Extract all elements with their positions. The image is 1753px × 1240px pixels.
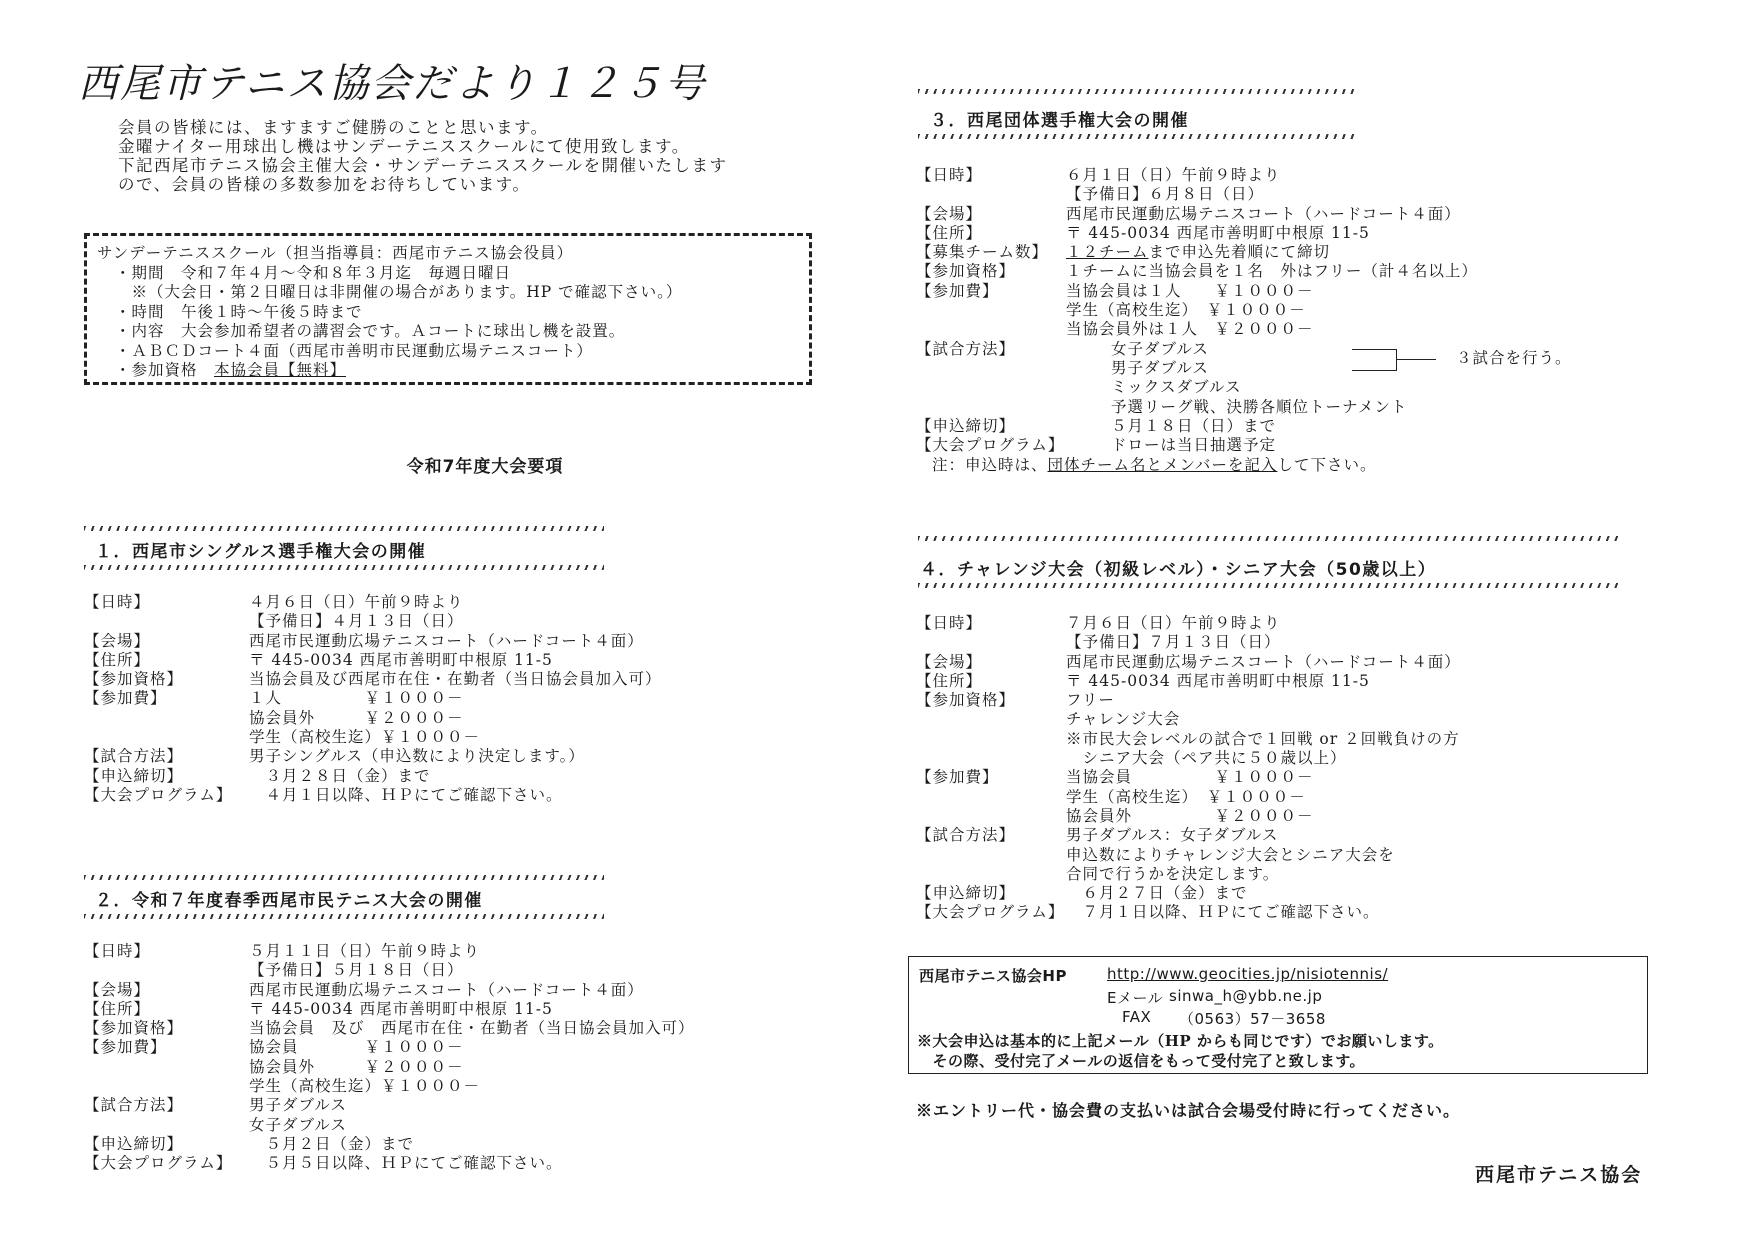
row-value: ５月１１日（日）午前９時より [249, 942, 481, 960]
row-label: 【日時】 [84, 942, 151, 960]
row-label: 【住所】 [84, 999, 151, 1018]
detail-row [916, 205, 1676, 224]
row-label: 【募集チーム数】 [916, 243, 1049, 262]
row-label: 【会場】 [916, 652, 983, 671]
school-heading: サンデーテニススクール（担当指導員：西尾市テニス協会役員） [97, 244, 574, 262]
detail-row [916, 398, 1676, 417]
row-value: 女子ダブルス [249, 1115, 347, 1134]
school-line: ※（大会日・第２日曜日は非開催の場合があります。HP で確認下さい。） [115, 283, 683, 301]
decorative-divider [918, 536, 1618, 541]
detail-row [84, 1019, 784, 1038]
row-label: 【日時】 [916, 614, 983, 632]
row-label: 【会場】 [916, 204, 983, 223]
school-line: ・内容 大会参加希望者の講習会です。Ａコートに球出し機を設置。 [115, 322, 626, 340]
organization-name: 西尾市テニス協会 [1475, 1164, 1643, 1186]
detail-row [916, 185, 1676, 204]
row-label: 【申込締切】 [916, 416, 1016, 435]
section-4-details [916, 614, 1676, 923]
detail-row [916, 807, 1676, 826]
bracket-connector [1396, 359, 1436, 360]
match-item: 女子ダブルス [1111, 339, 1209, 358]
detail-row [916, 417, 1676, 436]
row-value: チャレンジ大会 [1066, 710, 1181, 729]
row-value: ６月１日（日）午前９時より [1066, 166, 1281, 184]
detail-row [916, 633, 1676, 652]
row-label: 【会場】 [84, 980, 151, 999]
row-value: ５月２日（金）まで [249, 1134, 415, 1153]
row-value: 男子ダブルス：女子ダブルス [1066, 826, 1279, 845]
row-label: 【参加資格】 [916, 691, 1016, 710]
detail-row [84, 747, 784, 766]
row-value: 学生（高校生迄）￥１０００－ [249, 1077, 481, 1096]
row-value: ※市民大会レベルの試合で１回戦 or ２回戦負けの方 [1066, 729, 1460, 748]
row-value: ７月６日（日）午前９時より [1066, 614, 1281, 632]
detail-row [84, 689, 784, 708]
fax-label: FAX [1122, 1008, 1152, 1026]
detail-row [916, 301, 1676, 320]
section-3-heading: ３．西尾団体選手権大会の開催 [930, 111, 1189, 131]
row-label: 【参加費】 [84, 689, 167, 708]
match-method-block [916, 340, 1676, 398]
detail-row [84, 1058, 784, 1077]
payment-note: ※エントリー代・協会費の支払いは試合会場受付時に行ってください。 [916, 1101, 1461, 1120]
detail-row [916, 614, 1676, 633]
row-label: 【参加資格】 [84, 670, 184, 689]
detail-row [916, 262, 1676, 281]
row-value: １チームに当協会員を１名 外はフリー（計４名以上） [1066, 262, 1478, 281]
row-value: ５月１８日（日）まで [1111, 416, 1277, 435]
row-value: 当協会員は１人 ￥１０００－ [1066, 281, 1314, 300]
row-value: 【予備日】５月１８日（日） [249, 961, 464, 980]
decorative-divider [84, 565, 604, 570]
detail-row [84, 709, 784, 728]
page-title: 西尾市テニス協会だより１２５号 [78, 61, 707, 107]
row-label: 【日時】 [84, 593, 151, 611]
detail-row [84, 728, 784, 747]
detail-row [916, 691, 1676, 710]
school-line: ・時間 午後１時～午後５時まで [115, 302, 363, 321]
detail-row [916, 243, 1676, 262]
hp-label: 西尾市テニス協会HP [919, 967, 1067, 985]
row-value: ６月２７日（金）まで [1066, 884, 1248, 903]
row-label: 【申込締切】 [916, 884, 1016, 903]
row-value: ３月２８日（金）まで [249, 766, 431, 785]
detail-row [916, 672, 1676, 691]
row-value: ４月１日以降、ＨＰにてご確認下さい。 [249, 785, 563, 804]
row-label: 【試合方法】 [84, 747, 184, 766]
match-item: 男子ダブルス [1111, 358, 1209, 377]
school-line: ・ＡＢＣＤコート４面（西尾市善明市民運動広場テニスコート） [115, 341, 593, 360]
row-value: 〒 445-0034 西尾市善明町中根原 11-5 [249, 999, 553, 1018]
detail-row [916, 436, 1676, 455]
row-value: ５月５日以降、ＨＰにてご確認下さい。 [249, 1154, 563, 1173]
note-suffix: して下さい。 [1277, 455, 1377, 474]
intro-line: ので、会員の皆様の多数参加をお待ちしています。 [118, 175, 531, 194]
row-value: 申込数によりチャレンジ大会とシニア大会を [1066, 845, 1395, 864]
row-value: 協会員外 ￥２０００－ [249, 1057, 464, 1076]
row-label: 【大会プログラム】 [916, 436, 1065, 455]
row-value: 当協会員及び西尾市在住・在勤者（当日協会員加入可） [249, 670, 662, 689]
decorative-divider [918, 134, 1358, 139]
decorative-divider [84, 914, 604, 919]
decorative-divider [84, 526, 604, 531]
detail-row [916, 730, 1676, 749]
row-value: 学生（高校生迄） ￥１０００－ [1066, 787, 1306, 806]
row-value: 当協会員 ￥１０００－ [1066, 768, 1314, 787]
row-value: 合同で行うかを決定します。 [1066, 864, 1280, 883]
detail-row [84, 612, 784, 631]
detail-row [916, 653, 1676, 672]
decorative-divider [918, 89, 1358, 94]
row-value: ７月１日以降、ＨＰにてご確認下さい。 [1066, 903, 1380, 922]
row-label: 【試合方法】 [916, 826, 1016, 845]
hp-link[interactable]: http://www.geocities.jp/nisiotennis/ [1107, 965, 1389, 983]
row-value: 西尾市民運動広場テニスコート（ハードコート４面） [1066, 204, 1461, 223]
detail-row [84, 1154, 784, 1173]
section-1-heading: １．西尾市シングルス選手権大会の開催 [95, 542, 427, 562]
fax-number: （0563）57－3658 [1179, 1010, 1326, 1028]
row-value: 【予備日】７月１３日（日） [1066, 633, 1281, 652]
section-2-details [84, 942, 784, 1174]
row-value: 【予備日】６月８日（日） [1066, 185, 1265, 204]
sunday-school-box [84, 233, 812, 385]
row-value: 当協会員 及び 西尾市在住・在勤者（当日協会員加入可） [249, 1019, 695, 1038]
note-emphasis: 団体チーム名とメンバーを記入 [1047, 455, 1278, 474]
intro-line: 金曜ナイター用球出し機はサンデーテニススクールにて使用致します。 [118, 137, 690, 156]
row-value: 〒 445-0034 西尾市善明町中根原 11-5 [249, 650, 553, 669]
row-label: 【住所】 [84, 650, 151, 669]
detail-row [916, 826, 1676, 845]
contact-info-box [908, 956, 1648, 1074]
youkou-title: 令和7年度大会要項 [406, 457, 564, 477]
row-label: 【住所】 [916, 671, 983, 690]
row-value: 〒 445-0034 西尾市善明町中根原 11-5 [1066, 671, 1370, 690]
row-label: 【参加資格】 [84, 1019, 184, 1038]
detail-row [916, 710, 1676, 729]
detail-row [916, 224, 1676, 243]
row-value: 西尾市民運動広場テニスコート（ハードコート４面） [249, 980, 644, 999]
detail-row [84, 1096, 784, 1115]
detail-row [84, 1038, 784, 1057]
recruit-rest: まで申込先着順にて締切 [1148, 243, 1331, 262]
row-label: 【大会プログラム】 [916, 903, 1065, 922]
row-value: 予選リーグ戦、決勝各順位トーナメント [1111, 397, 1408, 416]
detail-row [916, 166, 1676, 185]
detail-row [84, 670, 784, 689]
row-label: 【参加費】 [916, 281, 999, 300]
row-value: 西尾市民運動広場テニスコート（ハードコート４面） [249, 631, 644, 650]
detail-row [916, 903, 1676, 922]
row-value: 〒 445-0034 西尾市善明町中根原 11-5 [1066, 223, 1370, 242]
detail-row [84, 1135, 784, 1154]
match-note: ３試合を行う。 [1456, 348, 1572, 367]
intro-text [118, 118, 728, 194]
detail-row [916, 749, 1676, 768]
row-value: 協会員 ￥１０００－ [249, 1038, 464, 1057]
decorative-divider [918, 583, 1618, 588]
detail-row [916, 320, 1676, 339]
row-value: 男子ダブルス [249, 1096, 347, 1115]
row-value: 協会員外 ￥２０００－ [1066, 806, 1314, 825]
intro-line: 会員の皆様には、ますますご健勝のことと思います。 [118, 118, 549, 137]
row-label: 【日時】 [916, 166, 983, 184]
row-value: 【予備日】４月１３日（日） [249, 612, 464, 631]
email-address[interactable]: sinwa_h@ybb.ne.jp [1169, 987, 1323, 1005]
match-item: ミックスダブルス [1111, 377, 1242, 396]
application-note: ※大会申込は基本的に上記メール（HP からも同じです）でお願いします。 [917, 1032, 1444, 1050]
note-prefix: 注：申込時は、 [932, 455, 1048, 474]
qual-prefix: ・参加資格 [115, 361, 215, 379]
detail-row [84, 942, 784, 961]
detail-row [84, 961, 784, 980]
row-label: 【参加資格】 [916, 262, 1016, 281]
row-label: 【住所】 [916, 223, 983, 242]
detail-row [84, 786, 784, 805]
detail-row [84, 767, 784, 786]
row-value: フリー [1066, 691, 1115, 710]
detail-row [84, 632, 784, 651]
row-label: 【試合方法】 [84, 1096, 184, 1115]
row-value: 学生（高校生迄） ￥１０００－ [1066, 301, 1306, 320]
qual-value: 本協会員【無料】 [214, 361, 347, 379]
row-label: 【大会プログラム】 [84, 785, 233, 804]
row-value: １人 ￥１０００－ [249, 689, 464, 708]
row-label: 【申込締切】 [84, 766, 184, 785]
row-label: 【参加費】 [84, 1038, 167, 1057]
detail-row [84, 1077, 784, 1096]
row-value [1066, 243, 1330, 262]
detail-row [916, 865, 1676, 884]
row-label: 【大会プログラム】 [84, 1154, 233, 1173]
detail-row [916, 846, 1676, 865]
section-3-note [916, 456, 1676, 475]
row-value: 西尾市民運動広場テニスコート（ハードコート４面） [1066, 652, 1461, 671]
application-note: その際、受付完了メールの返信をもって受付完了と致します。 [917, 1052, 1366, 1070]
intro-line: 下記西尾市テニス協会主催大会・サンデーテニススクールを開催いたします [118, 156, 728, 175]
row-label: 【申込締切】 [84, 1134, 184, 1153]
school-line: ・期間 令和７年４月～令和８年３月迄 毎週日曜日 [115, 263, 512, 282]
row-value: 協会員外 ￥２０００－ [249, 708, 464, 727]
row-value: シニア大会（ペア共に５０歳以上） [1066, 749, 1347, 768]
section-3-details [916, 166, 1676, 475]
detail-row [84, 1116, 784, 1135]
row-value: ４月６日（日）午前９時より [249, 593, 464, 611]
detail-row [916, 768, 1676, 787]
row-label: 【試合方法】 [916, 339, 1016, 358]
detail-row [916, 282, 1676, 301]
detail-row [84, 1000, 784, 1019]
detail-row [84, 593, 784, 612]
row-value: ドローは当日抽選予定 [1111, 436, 1277, 455]
row-value: 当協会員外は１人 ￥２０００－ [1066, 320, 1314, 339]
detail-row [916, 788, 1676, 807]
bracket-line [1352, 349, 1397, 371]
row-label: 【参加費】 [916, 768, 999, 787]
row-value: 学生（高校生迄）￥１０００－ [249, 728, 481, 747]
section-2-heading: ２．令和７年度春季西尾市民テニス大会の開催 [95, 891, 483, 911]
row-value: 男子シングルス（申込数により決定します。） [249, 747, 585, 766]
decorative-divider [84, 875, 604, 880]
detail-row [916, 884, 1676, 903]
detail-row [84, 651, 784, 670]
recruit-count: １２チーム [1066, 243, 1149, 262]
school-qualification [115, 361, 799, 381]
row-label: 【会場】 [84, 631, 151, 650]
detail-row [84, 981, 784, 1000]
section-4-heading: ４．チャレンジ大会（初級レベル）・シニア大会（50歳以上） [920, 560, 1437, 580]
section-1-details [84, 593, 784, 805]
email-label: Eメール [1107, 989, 1164, 1007]
